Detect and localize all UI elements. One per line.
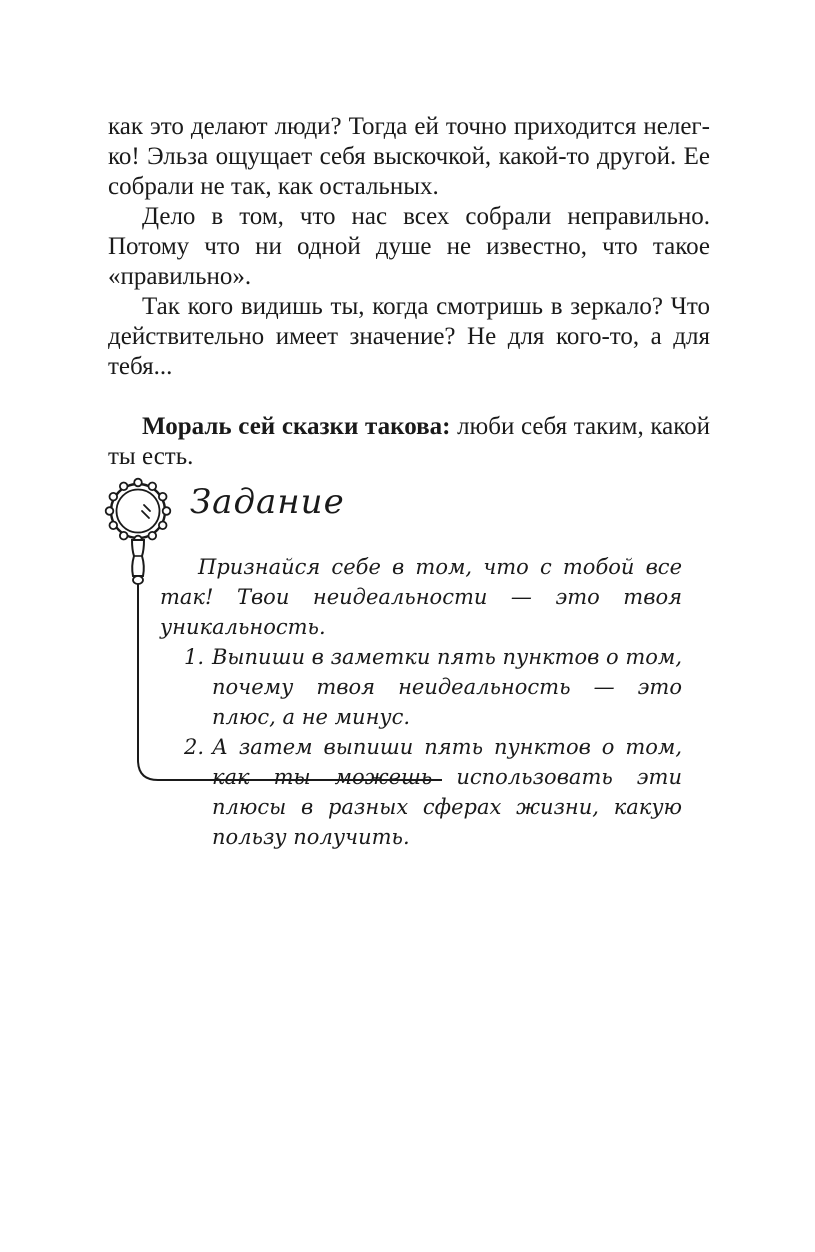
- task-item-text: Выпиши в заметки пять пунктов о том, почему твоя неидеальность — это плюс, а не минус.: [212, 645, 682, 729]
- task-text: [160, 552, 682, 852]
- task-intro: Признайся себе в том, что с тобой все так! Твои неидеальности — это твоя уникальность.: [160, 555, 682, 639]
- task-title: Задание: [190, 482, 345, 522]
- task-item-number: 2.: [184, 735, 205, 759]
- paragraph: Так кого видишь ты, когда смотришь в зеркало? Что действительно имеет значение? Не для кого-то, а для тебя...: [108, 293, 710, 380]
- moral-text: люби себя таким, какой ты есть.: [108, 413, 710, 470]
- task-item: [160, 732, 682, 852]
- paragraph: как это делают люди? Тогда ей точно приходится нелег-ко! Эльза ощущает себя выскочкой, какой-то другой. Ее собрали не так, как остальных.: [108, 113, 710, 200]
- task-item-number: 1.: [184, 645, 205, 669]
- task-item: [160, 642, 682, 732]
- paragraph: Дело в том, что нас всех собрали неправильно. Потому что ни одной душе не известно, что такое «правильно».: [108, 203, 710, 290]
- moral-label: Мораль сей сказки такова:: [142, 413, 451, 440]
- task-list: [160, 642, 682, 852]
- task-item-text: А затем выпиши пять пунктов о том, как ты можешь использовать эти плюсы в разных сферах жизни, какую пользу получить.: [212, 735, 682, 849]
